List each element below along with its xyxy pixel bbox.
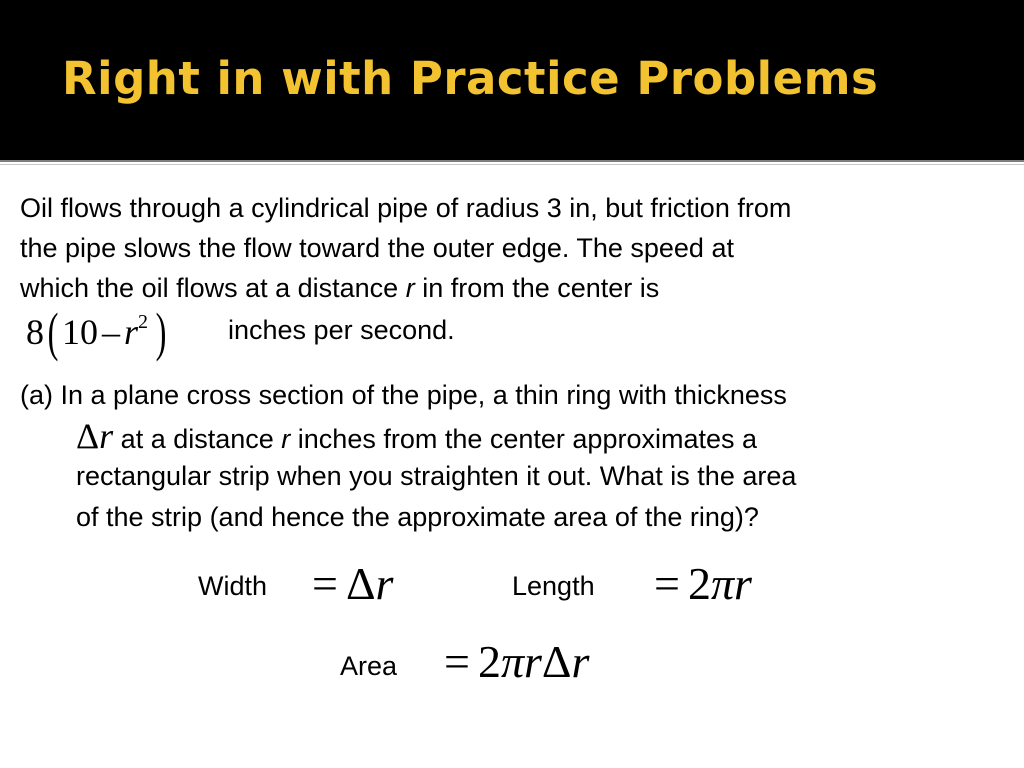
problem-line-3-start: which the oil flows at a distance — [20, 273, 406, 303]
slide-title: Right in with Practice Problems — [62, 52, 879, 105]
part-a-line-4: of the strip (and hence the approximate area of the ring)? — [76, 502, 759, 532]
width-delta: Δ — [345, 558, 376, 609]
area-pi: π — [500, 636, 524, 687]
area-coefficient: 2 — [477, 636, 501, 687]
area-expression — [444, 634, 589, 690]
length-expression — [654, 556, 752, 612]
open-paren: ( — [47, 302, 59, 362]
length-label: Length — [512, 571, 595, 601]
speed-coefficient: 8 — [26, 312, 44, 352]
title-divider-thin — [0, 164, 1024, 165]
var-r-2: r — [281, 424, 291, 454]
area-variable: r — [524, 636, 542, 687]
problem-line-2: the pipe slows the flow toward the outer edge. The speed at — [20, 233, 734, 263]
length-coefficient: 2 — [687, 558, 711, 609]
problem-line-3-end: in from the center is — [414, 273, 660, 303]
title-divider — [0, 160, 1024, 162]
length-equals: = — [654, 558, 680, 609]
width-equals: = — [312, 558, 338, 609]
minus-sign: – — [101, 312, 120, 352]
delta-variable: r — [99, 416, 114, 456]
part-a-line-2-end: inches from the center approximates a — [290, 424, 758, 454]
speed-exponent: 2 — [138, 311, 148, 333]
speed-constant: 10 — [61, 312, 98, 352]
area-delta: Δ — [541, 636, 572, 687]
part-a-line-2 — [76, 416, 757, 459]
speed-units: inches per second. — [228, 315, 455, 345]
close-paren: ) — [155, 302, 167, 362]
width-variable: r — [375, 558, 394, 609]
width-label: Width — [198, 571, 268, 601]
part-a-line-2-start: at a distance — [113, 424, 282, 454]
part-a-line-3: rectangular strip when you straighten it out. What is the area — [76, 461, 797, 491]
area-variable-2: r — [571, 636, 590, 687]
problem-line-3 — [20, 268, 659, 308]
delta-r-expression — [76, 416, 113, 456]
title-bar — [0, 0, 1024, 160]
area-label: Area — [340, 651, 398, 681]
speed-expression — [26, 302, 170, 362]
length-pi: π — [710, 558, 734, 609]
length-variable: r — [734, 558, 752, 609]
area-equals: = — [444, 636, 470, 687]
delta-symbol: Δ — [76, 416, 100, 456]
width-expression — [312, 556, 393, 612]
problem-line-1: Oil flows through a cylindrical pipe of radius 3 in, but friction from — [20, 193, 792, 223]
speed-variable: r — [123, 312, 138, 352]
part-a-line-1: (a) In a plane cross section of the pipe, a thin ring with thickness — [20, 380, 787, 410]
var-r: r — [405, 273, 415, 303]
